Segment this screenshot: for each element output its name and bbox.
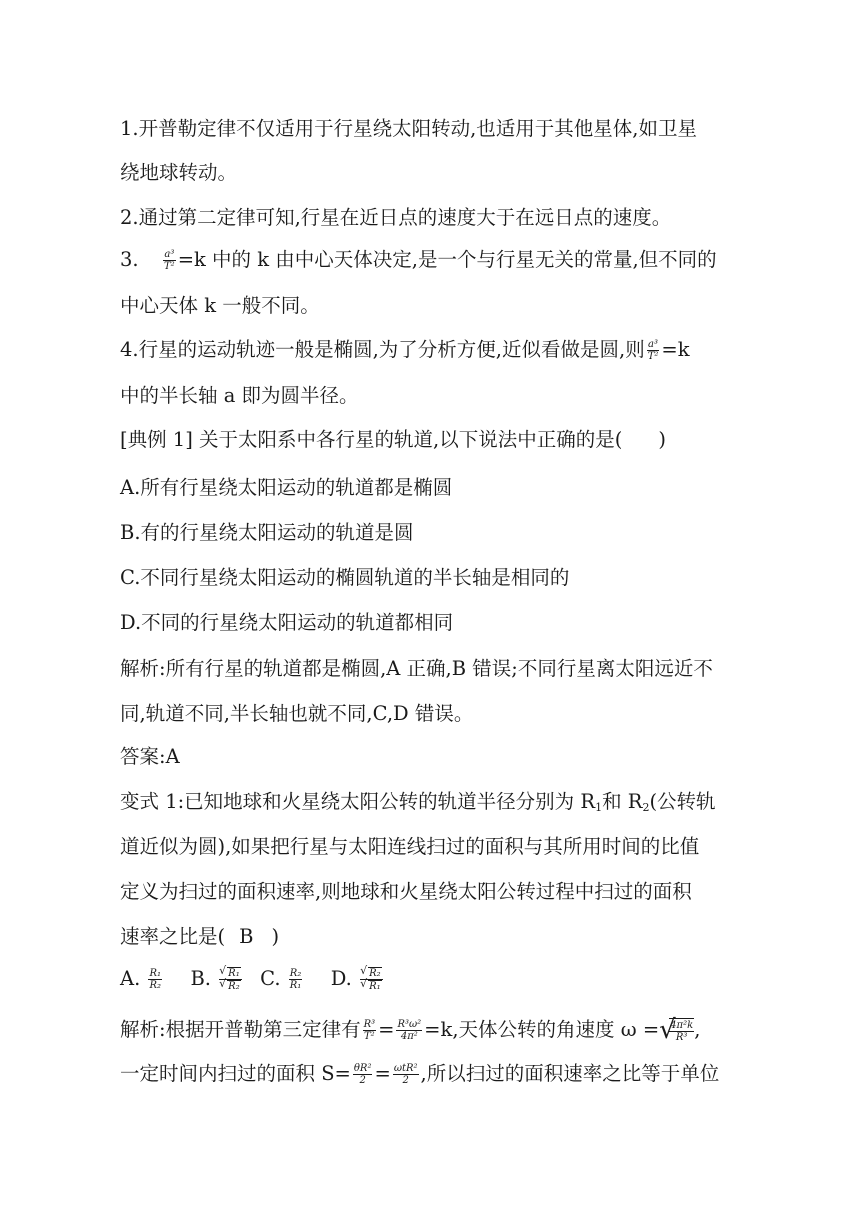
example-1-option-a: A.所有行星绕太阳运动的轨道都是椭圆 — [120, 476, 453, 499]
fraction-numerator: R₂ — [289, 968, 302, 979]
equals-sign: = — [378, 1018, 395, 1041]
sqrt-symbol: √ — [659, 1015, 676, 1045]
point-1-line-1: 1.开普勒定律不仅适用于行星绕太阳转动,也适用于其他星体,如卫星 — [120, 117, 698, 140]
option-label: B. — [190, 967, 211, 990]
fraction-denominator: 4π² — [400, 1031, 418, 1042]
point-2: 2.通过第二定律可知,行星在近日点的速度大于在远日点的速度。 — [120, 206, 672, 229]
option-fraction — [289, 968, 303, 991]
fraction-numerator: R₂ — [369, 968, 381, 979]
point-3-line-1 — [120, 248, 745, 272]
fraction-denominator: R³ — [675, 1032, 688, 1043]
fraction-denominator: T² — [647, 351, 659, 362]
analysis-text: ,所以扫过的面积速率之比等于单位 — [420, 1062, 720, 1085]
area-fraction-theta — [353, 1063, 373, 1086]
r3-over-t2-fraction — [363, 1019, 377, 1042]
option-fraction — [219, 967, 242, 992]
point-3-number: 3. — [120, 248, 139, 271]
fraction-numerator: R₁ — [228, 968, 240, 979]
analysis-text: , — [694, 1018, 701, 1041]
variant-1-options — [120, 967, 745, 992]
omega-sqrt-expression — [659, 1015, 694, 1045]
fraction-numerator: ωtR² — [393, 1063, 418, 1074]
analysis-text: =k,天体公转的角速度 ω = — [424, 1018, 660, 1041]
subscript: 1 — [595, 801, 603, 814]
point-4-text-end: =k — [661, 338, 690, 361]
variant-1-answer: B — [239, 925, 254, 948]
r3w2-over-4pi2-fraction — [396, 1019, 422, 1042]
example-1-option-c: C.不同行星绕太阳运动的椭圆轨道的半长轴是相同的 — [120, 566, 570, 589]
option-label: C. — [260, 967, 281, 990]
fraction-numerator: 4π²k — [670, 1020, 694, 1031]
area-fraction-omega — [393, 1063, 419, 1086]
analysis-text: 一定时间内扫过的面积 S= — [120, 1062, 351, 1085]
fraction-denominator: 2 — [402, 1075, 409, 1086]
a3-over-t2-fraction — [163, 249, 176, 272]
example-1-analysis-line-1: 解析:所有行星的轨道都是椭圆,A 正确,B 错误;不同行星离太阳远近不 — [120, 657, 713, 680]
variant-1-text: 速率之比是( — [120, 925, 226, 948]
variant-1-option-d — [331, 967, 385, 992]
option-fraction — [360, 967, 383, 992]
option-label: A. — [120, 967, 141, 990]
variant-1-line-2: 道近似为圆),如果把行星与太阳连线扫过的面积与其所用时间的比值 — [120, 835, 700, 858]
variant-1-analysis-line-2: 一定时间内扫过的面积 S= $\frac{\text{θR²}}{2}$ = $\frac{\text{ωtR²}}{2}$ ,所以扫过的面积速率之比等于单位 — [120, 1062, 720, 1086]
a3-over-t2-fraction — [647, 339, 660, 362]
example-1-stem-text: [典例 1] 关于太阳系中各行星的轨道,以下说法中正确的是( — [120, 428, 623, 451]
example-1-option-d: D.不同的行星绕太阳运动的轨道都相同 — [120, 611, 454, 634]
point-4-line-1 — [120, 338, 745, 362]
option-label: D. — [330, 967, 352, 990]
variant-1-text: 变式 1:已知地球和火星绕太阳公转的轨道半径分别为 R — [120, 790, 596, 813]
fraction-numerator: R₁ — [149, 968, 162, 979]
variant-1-text: 和 R — [602, 790, 643, 813]
variant-1-option-b — [190, 967, 243, 992]
analysis-text: 解析:根据开普勒第三定律有 — [120, 1018, 361, 1041]
sqrt-symbol — [361, 980, 382, 992]
variant-1-line-1 — [120, 790, 745, 820]
point-4-line-2: 中的半长轴 a 即为圆半径。 — [120, 384, 359, 407]
option-fraction — [148, 968, 162, 991]
variant-1-text: (公转轨 — [649, 790, 716, 813]
point-4-text: 4.行星的运动轨迹一般是椭圆,为了分析方便,近似看做是圆,则 — [120, 338, 645, 361]
variant-1-option-c — [260, 967, 304, 991]
variant-1-option-a — [120, 967, 164, 991]
variant-1-analysis-line-1 — [120, 1015, 745, 1045]
fraction-numerator: R³ω² — [397, 1019, 422, 1030]
fraction-denominator: R₂ — [228, 981, 240, 992]
example-1-stem — [120, 428, 745, 452]
fraction-denominator: T² — [364, 1031, 375, 1042]
variant-1-line-3: 定义为扫过的面积速率,则地球和火星绕太阳公转过程中扫过的面积 — [120, 880, 692, 903]
fraction-numerator: R³ — [363, 1019, 376, 1030]
example-1-answer: 答案:A — [120, 745, 180, 768]
fraction-numerator: a³ — [164, 249, 175, 260]
fraction-denominator: R₂ — [149, 980, 162, 991]
example-1-option-b: B.有的行星绕太阳运动的轨道是圆 — [120, 521, 414, 544]
fraction-denominator: R₁ — [289, 980, 302, 991]
variant-1-line-4 — [120, 925, 745, 949]
fraction-numerator: θR² — [353, 1063, 372, 1074]
subscript: 2 — [642, 801, 650, 814]
fraction-denominator: R₁ — [369, 981, 381, 992]
example-1-stem-close: ) — [658, 428, 666, 451]
sqrt-symbol — [220, 980, 241, 992]
point-3-line-2: 中心天体 k 一般不同。 — [120, 294, 320, 317]
example-1-analysis-line-2: 同,轨道不同,半长轴也就不同,C,D 错误。 — [120, 702, 474, 725]
fraction-denominator: 2 — [359, 1075, 366, 1086]
point-1-line-2: 绕地球转动。 — [120, 161, 238, 184]
fraction-numerator: a³ — [648, 339, 659, 350]
point-3-text: =k 中的 k 由中心天体决定,是一个与行星无关的常量,但不同的 — [177, 248, 717, 271]
variant-1-text: ) — [271, 925, 280, 948]
fraction-denominator: T² — [164, 261, 175, 272]
